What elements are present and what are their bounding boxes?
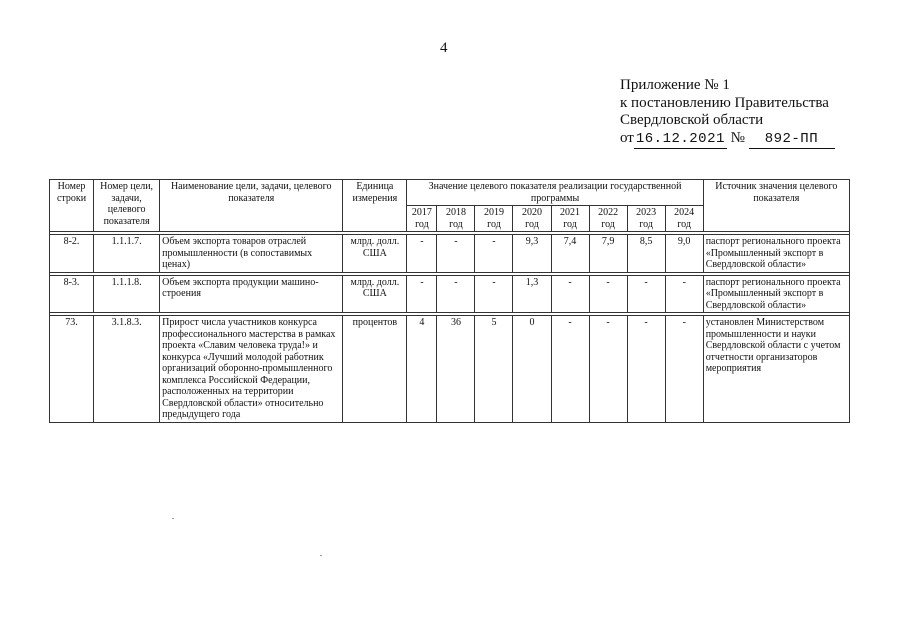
header-year: 2021 год: [551, 206, 589, 232]
header-year: 2019 год: [475, 206, 513, 232]
appendix-header: [620, 77, 835, 149]
table-row: [50, 316, 850, 423]
header-year: 2022 год: [589, 206, 627, 232]
value-cell: 7,9: [589, 235, 627, 273]
header-values-group: Значение целевого показателя реализации государственной программы: [407, 180, 703, 206]
goal-number: 1.1.1.7.: [94, 235, 160, 273]
number-prefix: №: [730, 129, 745, 146]
scan-speck: [320, 555, 322, 556]
header-year: 2023 год: [627, 206, 665, 232]
value-cell: 4: [407, 316, 437, 423]
value-cell: -: [589, 275, 627, 313]
value-cell: -: [551, 275, 589, 313]
value-cell: 36: [437, 316, 475, 423]
value-cell: -: [437, 275, 475, 313]
value-cell: 7,4: [551, 235, 589, 273]
header-row: [50, 180, 850, 206]
unit: млрд. долл. США: [343, 275, 407, 313]
header-source: Источник значения целевого показателя: [703, 180, 849, 232]
header-year: 2024 год: [665, 206, 703, 232]
value-cell: -: [589, 316, 627, 423]
source-cell: установлен Министерством промышленности и науки Свердловской области с учетом отчетности организаторов мероприятия: [703, 316, 849, 423]
table-row: [50, 235, 850, 273]
value-cell: 5: [475, 316, 513, 423]
value-cell: -: [665, 316, 703, 423]
goal-number: 1.1.1.8.: [94, 275, 160, 313]
indicator-name: Объем экспорта продукции машино-строения: [160, 275, 343, 313]
appendix-region: Свердловской области: [620, 112, 764, 128]
indicator-name: Объем экспорта товаров отраслей промышленности (в сопоставимых ценах): [160, 235, 343, 273]
header-name: Наименование цели, задачи, целевого показателя: [160, 180, 343, 232]
date-prefix: от: [620, 129, 634, 146]
value-cell: 1,3: [513, 275, 551, 313]
value-cell: -: [475, 235, 513, 273]
unit: процентов: [343, 316, 407, 423]
row-number: 8-2.: [50, 235, 94, 273]
unit: млрд. долл. США: [343, 235, 407, 273]
row-number: 8-3.: [50, 275, 94, 313]
appendix-title: Приложение № 1: [620, 77, 730, 93]
value-cell: 0: [513, 316, 551, 423]
header-year: 2018 год: [437, 206, 475, 232]
indicators-table: [49, 179, 850, 423]
resolution-date: 16.12.2021: [634, 131, 727, 150]
value-cell: -: [407, 275, 437, 313]
source-cell: паспорт регионального проекта «Промышленный экспорт в Свердловской области»: [703, 275, 849, 313]
page-number: 4: [440, 40, 448, 56]
value-cell: -: [475, 275, 513, 313]
appendix-resolution: к постановлению Правительства: [620, 94, 829, 111]
resolution-number: 892-ПП: [749, 131, 835, 150]
value-cell: -: [551, 316, 589, 423]
goal-number: 3.1.8.3.: [94, 316, 160, 423]
row-number: 73.: [50, 316, 94, 423]
value-cell: -: [407, 235, 437, 273]
value-cell: -: [627, 275, 665, 313]
value-cell: 8,5: [627, 235, 665, 273]
header-year: 2017 год: [407, 206, 437, 232]
header-row-number: Номер строки: [50, 180, 94, 232]
value-cell: -: [627, 316, 665, 423]
value-cell: 9,0: [665, 235, 703, 273]
table-row: [50, 275, 850, 313]
value-cell: -: [665, 275, 703, 313]
indicator-name: Прирост числа участников конкурса профессионального мастерства в рамках проекта «Славим человека труда!» и конкурса «Лучший молодой работник организаций оборонно-промышленного комплекса Российской Федерации, расположенных на территории Свердловской области» относительно предыдущего года: [160, 316, 343, 423]
source-cell: паспорт регионального проекта «Промышленный экспорт в Свердловской области»: [703, 235, 849, 273]
appendix-date-line: [620, 130, 835, 150]
header-unit: Единица измерения: [343, 180, 407, 232]
header-goal-number: Номер цели, задачи, целевого показателя: [94, 180, 160, 232]
value-cell: 9,3: [513, 235, 551, 273]
value-cell: -: [437, 235, 475, 273]
scan-speck: [172, 518, 174, 519]
header-year: 2020 год: [513, 206, 551, 232]
